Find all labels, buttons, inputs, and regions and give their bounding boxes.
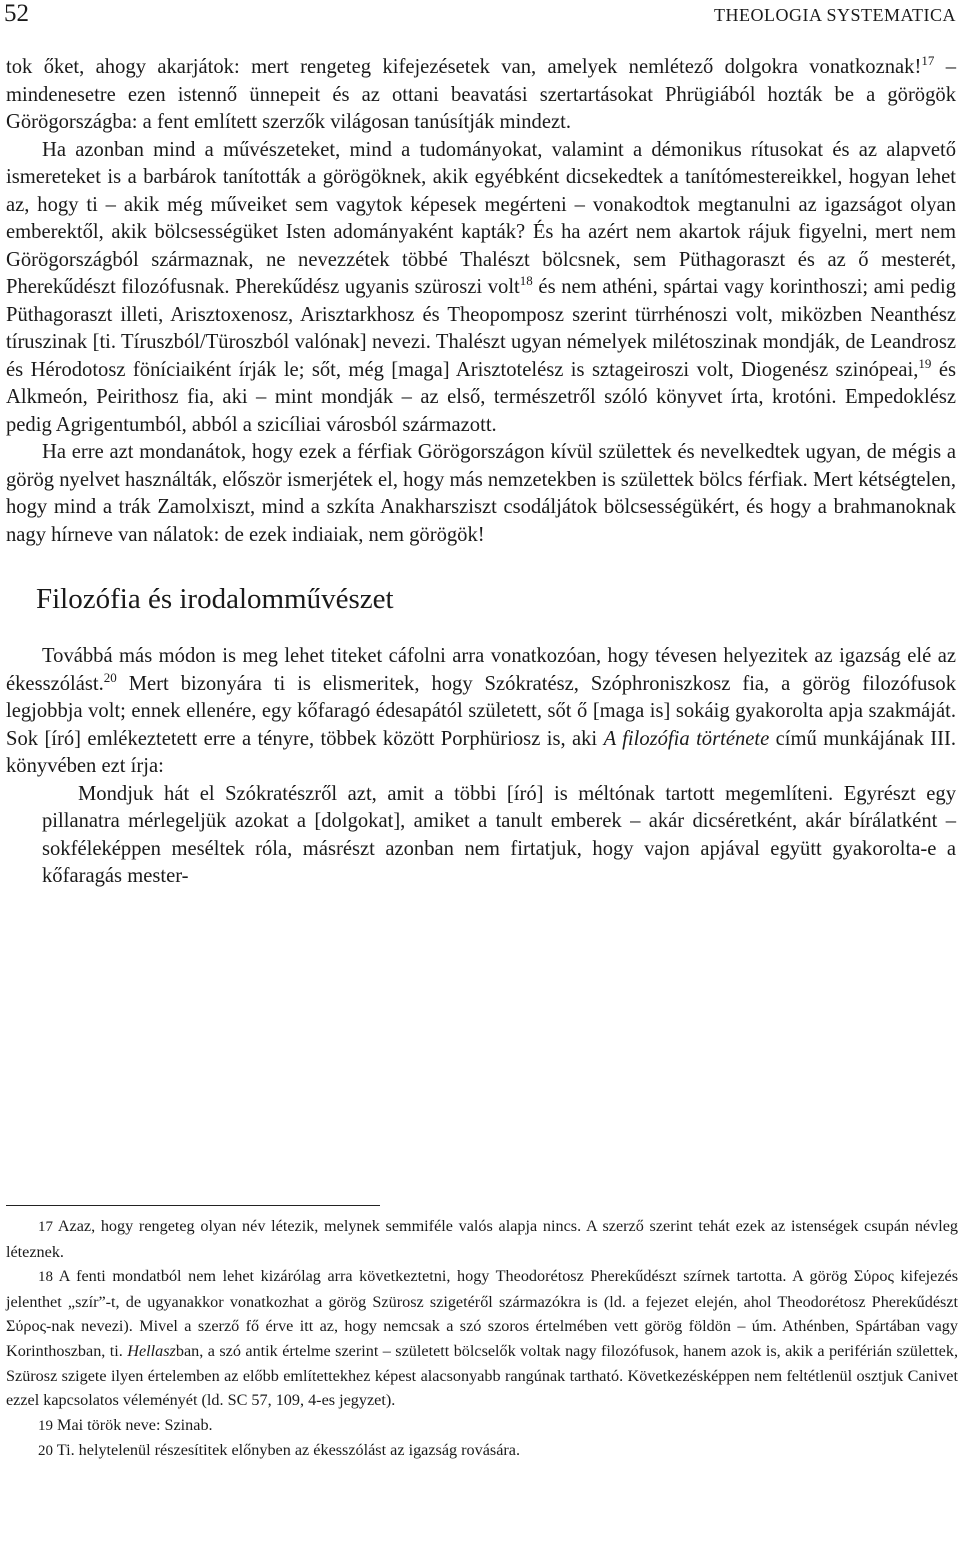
- footnote-text: Azaz, hogy rengeteg olyan név létezik, melynek semmiféle valós alapja nincs. A szerző szerint tehát ezek az istenségek csupán névleg léteznek.: [6, 1217, 958, 1261]
- running-head: THEOLOGIA SYSTEMATICA: [714, 5, 956, 25]
- text-run: Ha azonban mind a művészeteket, mind a tudományokat, valamint a démonikus rítusokat és az alapvető ismereteket is a barbárok tanították a görögöknek, akik egyébként dicsekedtek a tanítómestereikkel, hogyan lehet az, hogy ti – akik még műveiket sem vagytok képesek megérteni – vonakodtok megtanulni az igazságot olyan emberektől, akik bölcsességüket Isten adományaként kapták? És ha azért nem akartok rájuk figyelni, mert nem Görögországból származnak, ne nevezzétek többé Thalészt bölcsnek, sem Püthagoraszt és az ő mesterét, Pherekűdészt filozófusnak. Pherekűdész ugyanis szüroszi volt: [6, 138, 956, 298]
- book-title: A filozófia története: [603, 727, 770, 750]
- text-run: és Alkmeón, Peirithosz fia, aki – mint mondják – az első, természetről szóló könyvet írta, krotóni. Empedoklész pedig Agrigentumból, abból a szicíliai városból származott.: [6, 358, 956, 436]
- page-number: 52: [4, 0, 29, 27]
- footnotes: [6, 1205, 958, 1464]
- paragraph: Ha erre azt mondanátok, hogy ezek a férfiak Görögországon kívül születtek és nevelkedtek ugyan, de mégis a görög nyelvet használták, először ismerjétek el, hogy más nemzetekben is születtek bölcs férfiak. Mert kétségtelen, hogy mind a trák Zamolxiszt, mind a szkíta Anakharsziszt csodáljátok bölcsességükért, és hogy a brahmanoknak nagy hírneve van nálatok: de ezek indiaiak, nem görögök!: [6, 441, 956, 546]
- text-run: tok őket, ahogy akarjátok: mert rengeteg kifejezésetek van, amelyek nemlétező dolgokra vonatkoznak!: [6, 56, 922, 78]
- footnote-number: 20: [38, 1443, 53, 1460]
- paragraph: [6, 643, 956, 781]
- footnote-text: A fenti mondatból nem lehet kizárólag arra következtetni, hogy Theodorétosz Pherekűdészt szírnek tartotta. A görög Σύρος kifejezés jelenthet „szír”-t, de ugyanakkor vonatkozhat a görög Szürosz szigetéről származókra is (ld. a fejezet elején, ahol Theodorétosz Pherekűdészt Σύρος-nak nevezi). Mivel a szerző fő érve itt az, hogy nemcsak a szó szoros értelmében vett görög földön – úm. Athénben, Spártában vagy Korinthoszban, ti.: [6, 1267, 958, 1360]
- page-header: [4, 0, 956, 34]
- block-quote: Mondjuk hát el Szókratészről azt, amit a többi [író] is méltónak tartott megemlíteni. Egyrészt egy pillanatra mérlegeljük azokat a [dolgokat], amiket a tanult emberek – akár dicséretként, akár bírálatként – sokféleképpen meséltek róla, másrészt azonban nem firtatjuk, hogy vajon apjával együtt gyakorolta-e a kőfaragás mester-: [42, 782, 956, 887]
- footnote-ref: 18: [519, 273, 533, 289]
- footnote: [6, 1214, 958, 1264]
- footnote-number: 17: [38, 1219, 53, 1235]
- footnote-number: 19: [38, 1417, 53, 1434]
- paragraph: [6, 54, 956, 137]
- footnote-ref: 17: [921, 53, 935, 69]
- text-run: című munkájának III. könyvében ezt írja:: [6, 727, 956, 777]
- footnote: [6, 1413, 958, 1439]
- footnote: [6, 1438, 958, 1464]
- text-run: és nem athéni, spártai vagy korinthoszi; ami pedig Püthagoraszt illeti, Arisztoxenosz, Arisztarkhosz és Theopomposz szerint türrhénoszi volt, miközben Neanthész tíruszinak [ti. Tíruszból/Türoszból valónak] nevezi. Thalészt ugyan némelyek milétoszinak mondják, de Leandrosz és Hérodotosz föníciaiként írják le; sőt, még [maga] Arisztotelész is sztageiroszi volt, Diogenész szinópeai,: [6, 276, 956, 381]
- footnote-separator: [6, 1205, 380, 1206]
- footnote-ref: 20: [103, 669, 117, 685]
- footnote-number: 18: [38, 1269, 53, 1286]
- footnote: [6, 1264, 958, 1413]
- main-text: [6, 54, 956, 891]
- footnote-text: Ti. helytelenül részesítitek előnyben az ékesszólást az igazság rovására.: [53, 1441, 521, 1460]
- paragraph: [6, 137, 956, 440]
- text-run: Mert bizonyára ti is elismeritek, hogy Szókratész, Szóphroniszkosz fia, a görög filozófusok legjobbja volt; ennek ellenére, egy kőfaragó édesapától született, sőt ő [maga is] sokáig gyakorolta apja szakmáját. Sok [író] emlékeztetett erre a tényre, többek között Porphüriosz is, aki: [6, 672, 956, 750]
- section-heading: Filozófia és irodalomművészet: [36, 583, 394, 615]
- text-run: Továbbá más módon is meg lehet titeket cáfolni arra vonatkozóan, hogy tévesen helyezitek az igazság elé az ékesszólást.: [6, 645, 956, 695]
- text-run: – mindenesetre ezen istennő ünnepeit és az ottani beavatási szertartásokat Phrügiából hozták be a görögök Görögországba: a fent említett szerzők világosan tanúsítják mindezt.: [6, 56, 956, 133]
- footnote-italic: Hellasz: [127, 1341, 176, 1360]
- footnote-ref: 19: [918, 355, 932, 371]
- footnote-text: ban, a szó antik értelme szerint – született bölcselők voltak nagy filozófusok, hanem azok is, akik a periférián születtek, Szürosz szigete ilyen értelemben az előbb említettekhez képest alacsonyabb rangúnak tartható. Következésképpen nem feltétlenül osztjuk Canivet ezzel kapcsolatos véleményét (ld. SC 57, 109, 4-es jegyzet).: [6, 1341, 958, 1410]
- footnote-text: Mai török neve: Szinab.: [53, 1415, 213, 1434]
